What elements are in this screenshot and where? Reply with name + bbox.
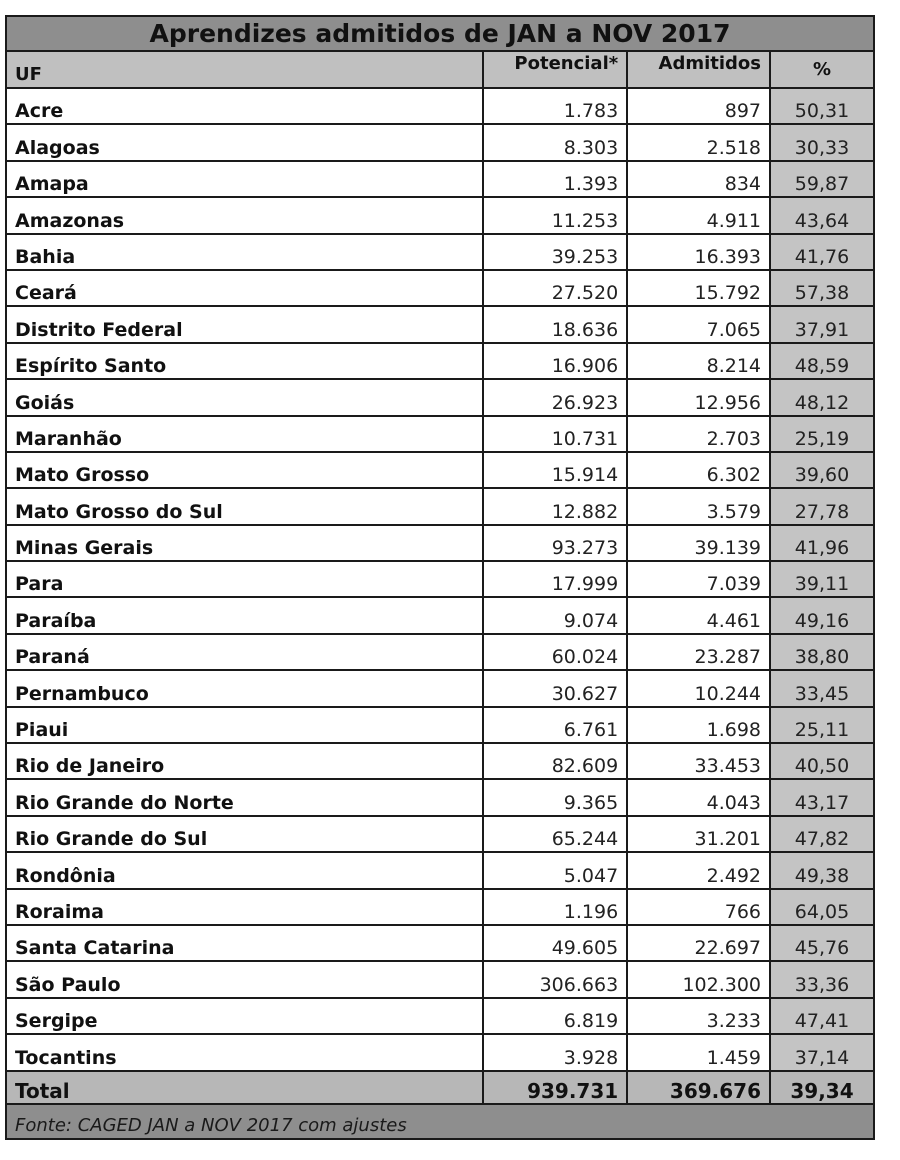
table-row [6,816,874,852]
table-row [6,197,874,233]
cell-potencial: 1.393 [483,161,627,197]
total-potencial: 939.731 [483,1071,627,1104]
cell-percent: 39,11 [770,561,874,597]
cell-percent: 49,16 [770,597,874,633]
cell-potencial: 82.609 [483,743,627,779]
table-row [6,416,874,452]
cell-percent: 39,60 [770,452,874,488]
cell-uf: Roraima [6,889,483,925]
cell-admitidos: 22.697 [627,925,770,961]
cell-potencial: 6.761 [483,707,627,743]
cell-potencial: 17.999 [483,561,627,597]
cell-uf: Acre [6,88,483,124]
table-row [6,452,874,488]
cell-admitidos: 8.214 [627,343,770,379]
header-potencial: Potencial* [483,51,627,88]
cell-admitidos: 10.244 [627,670,770,706]
cell-uf: Rio de Janeiro [6,743,483,779]
cell-uf: Goiás [6,379,483,415]
cell-uf: São Paulo [6,961,483,997]
table-row [6,743,874,779]
cell-admitidos: 4.043 [627,779,770,815]
cell-percent: 37,91 [770,306,874,342]
cell-percent: 38,80 [770,634,874,670]
cell-admitidos: 15.792 [627,270,770,306]
cell-admitidos: 7.039 [627,561,770,597]
cell-percent: 43,64 [770,197,874,233]
cell-potencial: 5.047 [483,852,627,888]
cell-potencial: 1.783 [483,88,627,124]
cell-potencial: 27.520 [483,270,627,306]
cell-percent: 47,41 [770,998,874,1034]
table-row [6,343,874,379]
cell-uf: Piaui [6,707,483,743]
cell-percent: 48,12 [770,379,874,415]
cell-admitidos: 766 [627,889,770,925]
cell-admitidos: 6.302 [627,452,770,488]
cell-percent: 30,33 [770,124,874,160]
cell-potencial: 9.365 [483,779,627,815]
cell-admitidos: 31.201 [627,816,770,852]
cell-admitidos: 3.233 [627,998,770,1034]
total-percent: 39,34 [770,1071,874,1104]
table-footnote-row [6,1104,874,1139]
cell-uf: Tocantins [6,1034,483,1070]
cell-admitidos: 1.698 [627,707,770,743]
table-row [6,852,874,888]
total-label: Total [6,1071,483,1104]
cell-percent: 57,38 [770,270,874,306]
cell-uf: Rio Grande do Sul [6,816,483,852]
cell-potencial: 26.923 [483,379,627,415]
cell-percent: 43,17 [770,779,874,815]
cell-uf: Paraíba [6,597,483,633]
cell-potencial: 93.273 [483,525,627,561]
table-row [6,124,874,160]
cell-percent: 40,50 [770,743,874,779]
cell-potencial: 306.663 [483,961,627,997]
table-row [6,1034,874,1070]
cell-uf: Alagoas [6,124,483,160]
cell-percent: 41,76 [770,234,874,270]
cell-percent: 49,38 [770,852,874,888]
cell-uf: Ceará [6,270,483,306]
cell-percent: 47,82 [770,816,874,852]
table-row [6,525,874,561]
table-row [6,597,874,633]
cell-uf: Rio Grande do Norte [6,779,483,815]
cell-potencial: 39.253 [483,234,627,270]
cell-potencial: 18.636 [483,306,627,342]
cell-uf: Sergipe [6,998,483,1034]
cell-uf: Para [6,561,483,597]
table-row [6,88,874,124]
cell-percent: 25,19 [770,416,874,452]
cell-potencial: 9.074 [483,597,627,633]
cell-potencial: 60.024 [483,634,627,670]
cell-uf: Pernambuco [6,670,483,706]
total-admitidos: 369.676 [627,1071,770,1104]
cell-uf: Bahia [6,234,483,270]
table-title-row [6,16,874,51]
table-row [6,634,874,670]
cell-uf: Maranhão [6,416,483,452]
cell-percent: 37,14 [770,1034,874,1070]
table-footnote: Fonte: CAGED JAN a NOV 2017 com ajustes [6,1104,874,1139]
cell-percent: 59,87 [770,161,874,197]
table-row [6,561,874,597]
table-row [6,998,874,1034]
header-uf: UF [6,51,483,88]
cell-uf: Santa Catarina [6,925,483,961]
cell-potencial: 10.731 [483,416,627,452]
table-row [6,889,874,925]
cell-admitidos: 4.461 [627,597,770,633]
cell-uf: Mato Grosso [6,452,483,488]
table-row [6,234,874,270]
table-total-row [6,1071,874,1104]
cell-percent: 27,78 [770,488,874,524]
table-row [6,306,874,342]
cell-potencial: 11.253 [483,197,627,233]
table-row [6,779,874,815]
table-row [6,925,874,961]
table-row [6,488,874,524]
cell-uf: Rondônia [6,852,483,888]
cell-admitidos: 3.579 [627,488,770,524]
cell-admitidos: 33.453 [627,743,770,779]
cell-percent: 64,05 [770,889,874,925]
cell-uf: Minas Gerais [6,525,483,561]
cell-potencial: 16.906 [483,343,627,379]
cell-percent: 50,31 [770,88,874,124]
cell-admitidos: 2.518 [627,124,770,160]
cell-percent: 25,11 [770,707,874,743]
table-row [6,670,874,706]
cell-admitidos: 4.911 [627,197,770,233]
cell-potencial: 65.244 [483,816,627,852]
cell-potencial: 12.882 [483,488,627,524]
table-row [6,961,874,997]
cell-potencial: 3.928 [483,1034,627,1070]
cell-admitidos: 12.956 [627,379,770,415]
table-row [6,379,874,415]
cell-admitidos: 2.703 [627,416,770,452]
cell-potencial: 30.627 [483,670,627,706]
cell-admitidos: 2.492 [627,852,770,888]
table-row [6,270,874,306]
cell-potencial: 49.605 [483,925,627,961]
cell-percent: 48,59 [770,343,874,379]
header-admitidos: Admitidos [627,51,770,88]
cell-percent: 45,76 [770,925,874,961]
cell-potencial: 6.819 [483,998,627,1034]
table-header-row [6,51,874,88]
table-row [6,707,874,743]
cell-percent: 33,36 [770,961,874,997]
cell-uf: Paraná [6,634,483,670]
cell-potencial: 8.303 [483,124,627,160]
cell-uf: Distrito Federal [6,306,483,342]
cell-admitidos: 102.300 [627,961,770,997]
cell-uf: Amazonas [6,197,483,233]
cell-uf: Amapa [6,161,483,197]
apprentices-table [5,15,875,1140]
header-percent: % [770,51,874,88]
cell-admitidos: 23.287 [627,634,770,670]
cell-percent: 33,45 [770,670,874,706]
cell-admitidos: 834 [627,161,770,197]
cell-admitidos: 16.393 [627,234,770,270]
cell-uf: Espírito Santo [6,343,483,379]
cell-potencial: 15.914 [483,452,627,488]
cell-admitidos: 1.459 [627,1034,770,1070]
table-title: Aprendizes admitidos de JAN a NOV 2017 [6,16,874,51]
cell-potencial: 1.196 [483,889,627,925]
cell-uf: Mato Grosso do Sul [6,488,483,524]
cell-admitidos: 897 [627,88,770,124]
cell-admitidos: 39.139 [627,525,770,561]
table-row [6,161,874,197]
cell-percent: 41,96 [770,525,874,561]
cell-admitidos: 7.065 [627,306,770,342]
